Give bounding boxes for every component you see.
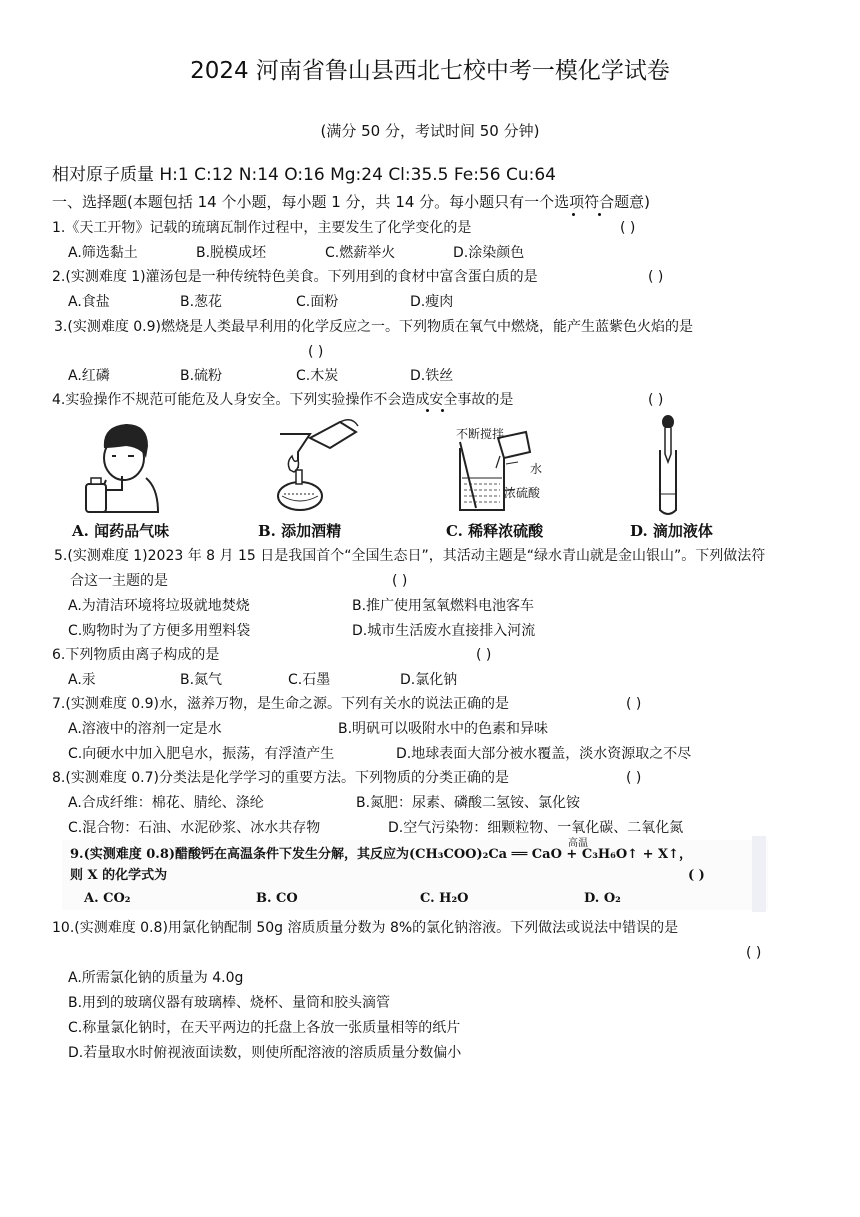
q2-answer-bracket[interactable]: ( ) (648, 269, 664, 285)
emphasis-dot (598, 213, 601, 216)
q9-option-d[interactable]: D. O₂ (584, 891, 621, 906)
q3-option-c[interactable]: C.木炭 (296, 368, 339, 384)
scan-edge (752, 836, 766, 912)
q4-answer-bracket[interactable]: ( ) (648, 392, 664, 408)
q3-answer-bracket[interactable]: ( ) (308, 344, 324, 360)
q7-option-b[interactable]: B.明矾可以吸附水中的色素和异味 (338, 721, 549, 737)
atomic-mass-line: 相对原子质量 H:1 C:12 N:14 O:16 Mg:24 Cl:35.5 Fe:56 Cu:64 (52, 165, 556, 185)
q5-option-a[interactable]: A.为清洁环境将垃圾就地焚烧 (68, 598, 250, 614)
q5-answer-bracket[interactable]: ( ) (392, 573, 408, 589)
q6-option-b[interactable]: B.氮气 (180, 672, 223, 688)
q10-option-c[interactable]: C.称量氯化钠时，在天平两边的托盘上各放一张质量相等的纸片 (68, 1020, 461, 1036)
q10-option-a[interactable]: A.所需氯化钠的质量为 4.0g (68, 970, 244, 986)
q9-stem: 9.(实测难度 0.8)醋酸钙在高温条件下发生分解，其反应为(CH₃COO)₂Ca ══ CaO + C₃H₆O↑ + X↑， (70, 847, 693, 862)
page-title: 2024 河南省鲁山县西北七校中考一模化学试卷 (190, 58, 670, 84)
q1-answer-bracket[interactable]: ( ) (620, 220, 636, 236)
q7-option-c[interactable]: C.向硬水中加入肥皂水，振荡，有浮渣产生 (68, 746, 335, 762)
q8-option-b[interactable]: B.氮肥：尿素、磷酸二氢铵、氯化铵 (356, 795, 581, 811)
q10-answer-bracket[interactable]: ( ) (746, 945, 762, 961)
q3-stem: 3.(实测难度 0.9)燃烧是人类最早利用的化学反应之一。下列物质在氧气中燃烧，能产生蓝紫色火焰的是 (54, 319, 693, 335)
q6-answer-bracket[interactable]: ( ) (476, 647, 492, 663)
figure-smell-reagent (82, 418, 162, 514)
section-heading: 一、选择题(本题包括 14 个小题，每小题 1 分，共 14 分。每小题只有一个选项符合题意) (52, 193, 651, 211)
q1-option-d[interactable]: D.涂染颜色 (453, 245, 525, 261)
figure-b-caption: B. 添加酒精 (258, 522, 342, 540)
q3-option-d[interactable]: D.铁丝 (410, 368, 454, 384)
q8-stem: 8.(实测难度 0.7)分类法是化学学习的重要方法。下列物质的分类正确的是 (52, 770, 509, 786)
q5-stem: 5.(实测难度 1)2023 年 8 月 15 日是我国首个“全国生态日”，其活动主题是“绿水青山就是金山银山”。下列做法符 (54, 548, 766, 564)
label-water: 水 (530, 462, 543, 476)
q2-option-c[interactable]: C.面粉 (296, 294, 339, 310)
q5-option-b[interactable]: B.推广使用氢氧燃料电池客车 (352, 598, 535, 614)
figure-c-caption: C. 稀释浓硫酸 (446, 522, 544, 540)
figure-a-caption: A. 闻药品气味 (72, 522, 170, 540)
q2-option-b[interactable]: B.葱花 (180, 294, 223, 310)
q5-stem-cont: 合这一主题的是 (70, 573, 168, 589)
q9-answer-bracket[interactable]: ( ) (688, 868, 705, 883)
q6-option-d[interactable]: D.氯化钠 (400, 672, 458, 688)
label-stir: 不断搅拌 (456, 427, 505, 441)
q9-stem-cont: 则 X 的化学式为 (70, 868, 168, 883)
q5-option-c[interactable]: C.购物时为了方便多用塑料袋 (68, 623, 251, 639)
q4-stem: 4.实验操作不规范可能危及人身安全。下列实验操作不会造成安全事故的是 (52, 392, 514, 408)
q9-option-a[interactable]: A. CO₂ (84, 891, 131, 906)
emphasis-dot (426, 409, 429, 412)
q3-option-a[interactable]: A.红磷 (68, 368, 110, 384)
q8-answer-bracket[interactable]: ( ) (626, 770, 642, 786)
q6-stem: 6.下列物质由离子构成的是 (52, 647, 220, 663)
q6-option-a[interactable]: A.汞 (68, 672, 96, 688)
q7-answer-bracket[interactable]: ( ) (626, 696, 642, 712)
q2-option-d[interactable]: D.瘦肉 (410, 294, 454, 310)
figure-d-caption: D. 滴加液体 (630, 522, 713, 540)
q2-option-a[interactable]: A.食盐 (68, 294, 110, 310)
q8-option-c[interactable]: C.混合物：石油、水泥砂浆、冰水共存物 (68, 820, 321, 836)
q9-option-b[interactable]: B. CO (256, 891, 298, 906)
q2-stem: 2.(实测难度 1)灌汤包是一种传统特色美食。下列用到的食材中富含蛋白质的是 (52, 269, 538, 285)
exam-info: (满分 50 分，考试时间 50 分钟) (320, 122, 540, 140)
q7-stem: 7.(实测难度 0.9)水，滋养万物，是生命之源。下列有关水的说法正确的是 (52, 696, 509, 712)
q5-option-d[interactable]: D.城市生活废水直接排入河流 (352, 623, 536, 639)
q9-block (62, 840, 768, 910)
figure-add-alcohol (270, 412, 370, 516)
q1-stem: 1.《天工开物》记载的琉璃瓦制作过程中，主要发生了化学变化的是 (52, 220, 472, 236)
label-conc-acid: 浓硫酸 (504, 486, 541, 500)
emphasis-dot (441, 409, 444, 412)
figure-drop-liquid (648, 414, 688, 516)
q8-option-d[interactable]: D.空气污染物：细颗粒物、一氧化碳、二氧化氮 (388, 820, 684, 836)
q9-option-c[interactable]: C. H₂O (420, 891, 469, 906)
q3-option-b[interactable]: B.硫粉 (180, 368, 223, 384)
emphasis-dot (572, 213, 575, 216)
q7-option-a[interactable]: A.溶液中的溶剂一定是水 (68, 721, 222, 737)
q10-option-d[interactable]: D.若量取水时俯视液面读数，则使所配溶液的溶质质量分数偏小 (68, 1045, 462, 1061)
q1-option-a[interactable]: A.筛选黏土 (68, 245, 138, 261)
q1-option-c[interactable]: C.燃薪举火 (325, 245, 396, 261)
q9-condition: 高温 (568, 838, 588, 849)
q7-option-d[interactable]: D.地球表面大部分被水覆盖，淡水资源取之不尽 (396, 746, 692, 762)
q1-option-b[interactable]: B.脱模成坯 (196, 245, 267, 261)
q10-option-b[interactable]: B.用到的玻璃仪器有玻璃棒、烧杯、量筒和胶头滴管 (68, 995, 391, 1011)
q6-option-c[interactable]: C.石墨 (288, 672, 331, 688)
q8-option-a[interactable]: A.合成纤维：棉花、腈纶、涤纶 (68, 795, 264, 811)
q10-stem: 10.(实测难度 0.8)用氯化钠配制 50g 溶质质量分数为 8%的氯化钠溶液。下列做法或说法中错误的是 (52, 920, 679, 936)
